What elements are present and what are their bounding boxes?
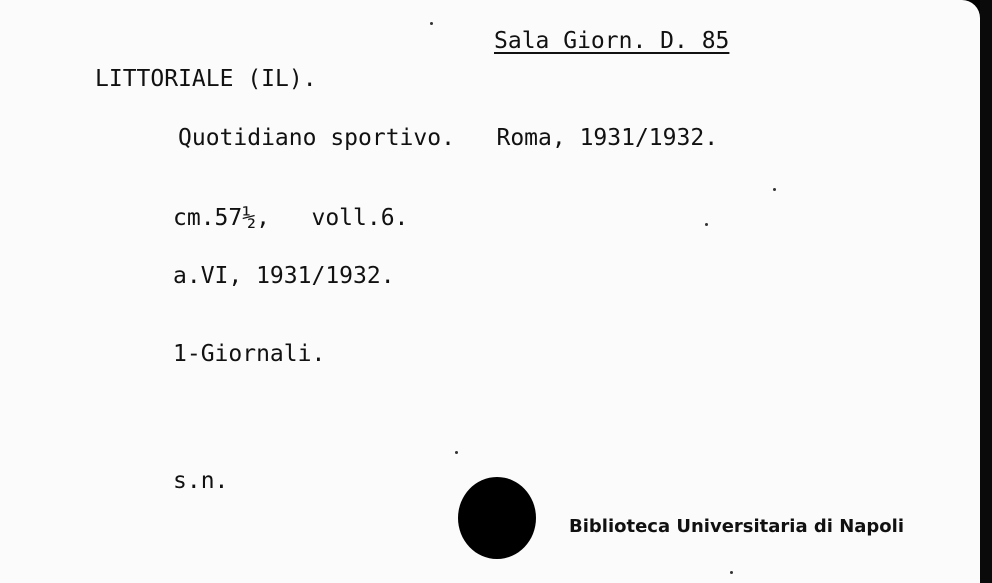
format-line: cm.57½, voll.6. [173,205,409,231]
speck [705,223,708,226]
heading: LITTORIALE (IL). [95,66,317,92]
punch-hole [458,477,536,559]
card-edge [980,0,992,583]
speck [430,22,433,25]
description-line: Quotidiano sportivo. Roma, 1931/1932. [178,125,719,151]
speck [773,188,776,191]
note: s.n. [173,468,229,494]
holdings-line: a.VI, 1931/1932. [173,263,395,289]
shelfmark: Sala Giorn. D. 85 [494,28,730,54]
library-stamp: Biblioteca Universitaria di Napoli [569,516,905,537]
speck [455,451,458,454]
speck [730,571,733,574]
subject-heading: 1-Giornali. [173,341,326,367]
